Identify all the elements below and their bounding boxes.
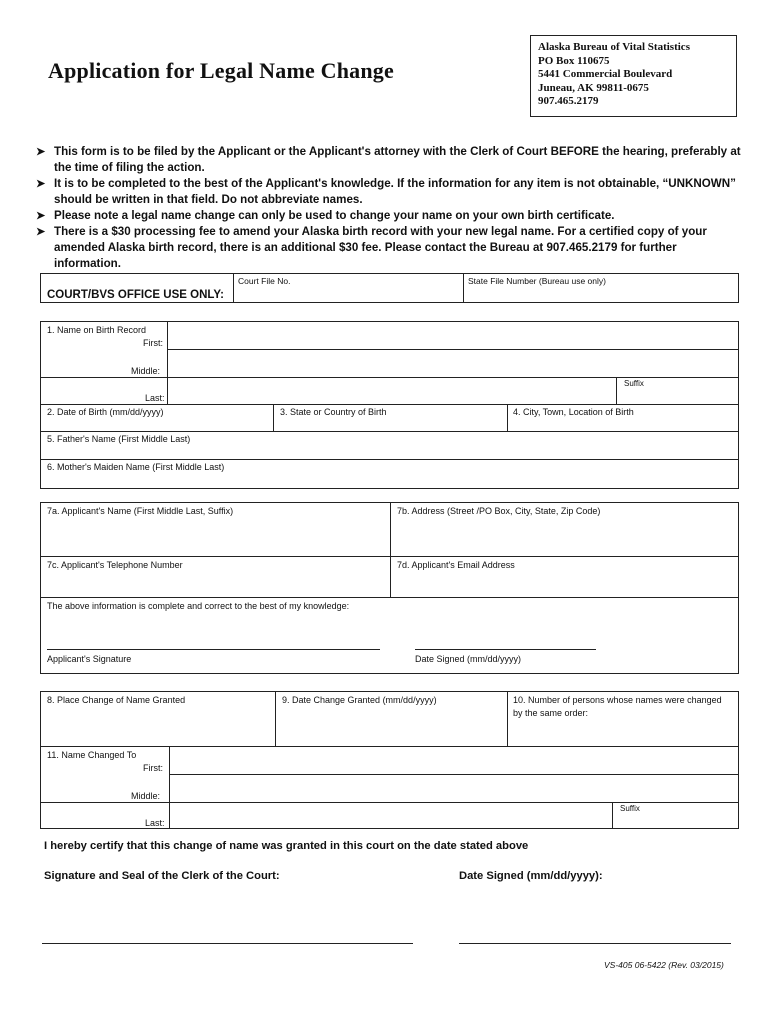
birth-state-label[interactable]: 3. State or Country of Birth <box>280 407 387 417</box>
birth-last-field[interactable] <box>168 378 615 404</box>
birth-middle-field[interactable] <box>168 350 738 377</box>
dob-label[interactable]: 2. Date of Birth (mm/dd/yyyy) <box>47 407 164 417</box>
office-use-label: COURT/BVS OFFICE USE ONLY: <box>47 289 224 301</box>
applicant-date-label: Date Signed (mm/dd/yyyy) <box>415 654 522 664</box>
applicant-date-line[interactable] <box>415 649 596 650</box>
father-name-label[interactable]: 5. Father's Name (First Middle Last) <box>47 434 191 444</box>
clerk-signature-line[interactable] <box>42 943 413 944</box>
certification-text: I hereby certify that this change of name was granted in this court on the date stated above <box>44 840 529 852</box>
attestation-text: The above information is complete and correct to the best of my knowledge: <box>47 601 350 611</box>
place-granted-label[interactable]: 8. Place Change of Name Granted <box>47 695 186 705</box>
persons-changed-label[interactable]: 10. Number of persons whose names were changed <box>513 695 722 705</box>
birth-middle-label: Middle: <box>131 366 161 376</box>
bureau-street: 5441 Commercial Boulevard <box>538 68 673 81</box>
page-title: Application for Legal Name Change <box>48 58 394 83</box>
persons-changed-label-2: by the same order: <box>513 708 589 718</box>
applicant-signature-label: Applicant's Signature <box>47 654 132 664</box>
instructions-list <box>36 144 744 272</box>
office-use-box <box>40 273 739 303</box>
new-last-field[interactable] <box>170 803 611 829</box>
arrow-bullet-icon: ➤ <box>36 146 46 158</box>
arrow-bullet-icon: ➤ <box>36 226 46 238</box>
clerk-signature-label: Signature and Seal of the Clerk of the Court: <box>44 870 280 882</box>
bureau-name: Alaska Bureau of Vital Statistics <box>538 41 690 53</box>
applicant-email-label[interactable]: 7d. Applicant's Email Address <box>397 560 515 570</box>
birth-last-label: Last: <box>145 393 165 403</box>
instruction-item: ➤ This form is to be filed by the Applicant or the Applicant's attorney with the Clerk of Court BEFORE the hearing, preferably at the time of filing the action. <box>36 145 741 174</box>
date-granted-label[interactable]: 9. Date Change Granted (mm/dd/yyyy) <box>282 695 437 705</box>
instruction-item: ➤ Please note a legal name change can only be used to change your name on your own birth certificate. <box>36 209 615 222</box>
birth-name-label: 1. Name on Birth Record <box>47 325 147 335</box>
instruction-item: ➤ It is to be completed to the best of the Applicant's knowledge. If the information for any item is not obtainable, “UNKNOWN” should be written in that field. Do not abbreviate names. <box>36 177 736 206</box>
state-file-field[interactable]: State File Number (Bureau use only) <box>463 274 738 302</box>
court-file-field[interactable]: Court File No. <box>233 274 463 302</box>
bureau-po-box: PO Box 110675 <box>538 54 610 67</box>
new-first-label: First: <box>143 763 163 773</box>
office-label-cell <box>41 274 233 302</box>
form-id: VS-405 06-5422 (Rev. 03/2015) <box>604 960 724 970</box>
bureau-city: Juneau, AK 99811-0675 <box>538 81 649 94</box>
applicant-name-label[interactable]: 7a. Applicant's Name (First Middle Last, Suffix) <box>47 506 234 516</box>
instruction-item: ➤ There is a $30 processing fee to amend your Alaska birth record with your new legal name. For a certified copy of your amended Alaska birth record, there is an additional $30 fee. Please contact the Bureau at 907.465.2179 for further information. <box>36 225 707 270</box>
new-middle-label: Middle: <box>131 791 161 801</box>
birth-city-label[interactable]: 4. City, Town, Location of Birth <box>513 407 634 417</box>
bureau-phone: 907.465.2179 <box>538 95 599 108</box>
new-first-field[interactable] <box>170 747 738 774</box>
clerk-date-label: Date Signed (mm/dd/yyyy): <box>459 870 603 882</box>
applicant-signature-line[interactable] <box>47 649 380 650</box>
new-suffix-label: Suffix <box>620 804 640 813</box>
birth-first-field[interactable] <box>168 322 738 349</box>
mother-name-label[interactable]: 6. Mother's Maiden Name (First Middle Last) <box>47 462 225 472</box>
name-changed-to-label: 11. Name Changed To <box>47 750 137 760</box>
arrow-bullet-icon: ➤ <box>36 210 46 222</box>
arrow-bullet-icon: ➤ <box>36 178 46 190</box>
new-last-label: Last: <box>145 818 165 828</box>
bureau-address-box <box>530 35 737 117</box>
birth-first-label: First: <box>143 338 163 348</box>
clerk-date-line[interactable] <box>459 943 731 944</box>
birth-suffix-label: Suffix <box>624 379 644 388</box>
new-middle-field[interactable] <box>170 775 738 802</box>
applicant-phone-label[interactable]: 7c. Applicant's Telephone Number <box>47 560 183 570</box>
applicant-address-label[interactable]: 7b. Address (Street /PO Box, City, State, Zip Code) <box>397 506 601 516</box>
